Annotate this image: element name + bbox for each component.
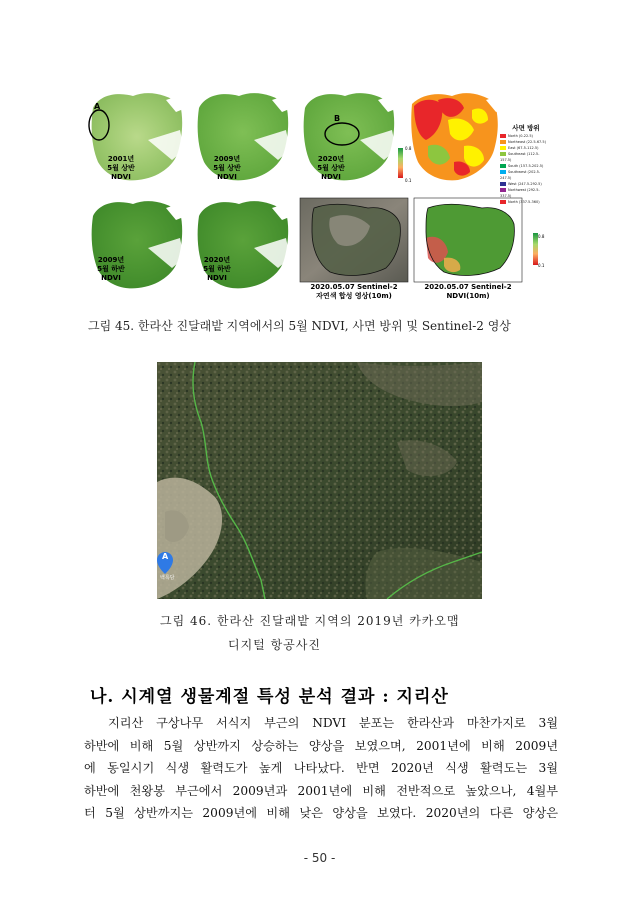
- aerial-marker-label: 백록담: [160, 575, 175, 581]
- aspect-legend-swatch: [500, 134, 506, 138]
- ndvi-scale2-min: 0.1: [538, 263, 545, 268]
- paragraph-line-1: 지리산 구상나무 서식지 부근의 NDVI 분포는 한라산과 마찬가지로 3월: [108, 716, 558, 730]
- aspect-legend-text: North (337.5-360): [508, 200, 540, 204]
- aerial-photo-graphic: [157, 362, 482, 599]
- panel-1-label: [96, 155, 146, 182]
- panel-1-line-2: 5월 상반: [107, 164, 135, 172]
- panel-2-label: [202, 155, 252, 182]
- panel-aspect-map: [411, 93, 506, 180]
- aspect-legend-swatch: [500, 170, 506, 174]
- panel-8-line-1: 2020.05.07 Sentinel-2: [424, 283, 512, 291]
- aspect-legend-swatch: [500, 146, 506, 150]
- aspect-legend-item: [500, 199, 550, 205]
- aspect-legend-item: [500, 151, 550, 163]
- marker-b-label: B: [334, 114, 341, 123]
- panel-2-line-3: NDVI: [217, 173, 237, 181]
- panel-3-line-3: NDVI: [321, 173, 341, 181]
- aspect-legend-text: South (157.5-202.5): [508, 164, 544, 168]
- panel-6-label: [192, 256, 242, 283]
- panel-7-line-1: 2020.05.07 Sentinel-2: [310, 283, 398, 291]
- aspect-legend-swatch: [500, 152, 506, 156]
- figure-45-graphic: [88, 88, 550, 300]
- paragraph-line-2: 하반에 비해 5월 상반까지 상승하는 양상을 보였으며, 2001년에 비해 2009년: [84, 738, 558, 753]
- panel-7-label: [300, 283, 408, 301]
- marker-a-label: A: [94, 102, 101, 111]
- figure-46-caption-line-1: 그림 46. 한라산 진달래밭 지역의 2019년 카카오맵: [160, 614, 460, 628]
- aspect-legend-swatch: [500, 182, 506, 186]
- panel-6-line-3: NDVI: [207, 274, 227, 282]
- aspect-legend-text: East (67.5-112.5): [508, 146, 539, 150]
- panel-1-line-3: NDVI: [111, 173, 131, 181]
- aspect-legend-text: West (247.5-292.5): [508, 182, 542, 186]
- panel-5-line-1: 2009년: [97, 256, 125, 264]
- figure-45-caption: 그림 45. 한라산 진달래밭 지역에서의 5월 NDVI, 사면 방위 및 Sentinel-2 영상: [88, 319, 511, 333]
- paragraph-line-5: 터 5월 상반까지는 2009년에 비해 낮은 양상을 보였다. 2020년의 다른 양상은: [84, 806, 558, 820]
- section-heading: 나. 시계열 생물계절 특성 분석 결과 : 지리산: [90, 687, 449, 707]
- panel-sentinel-ndvi: [414, 198, 522, 282]
- panel-6-line-1: 2020년: [203, 256, 231, 264]
- page-number: - 50 -: [303, 851, 336, 865]
- panel-2-line-1: 2009년: [213, 155, 241, 163]
- panel-3-line-2: 5월 상반: [317, 164, 345, 172]
- panel-7-line-2: 자연색 합성 영상(10m): [316, 292, 392, 300]
- panel-3-line-1: 2020년: [317, 155, 345, 163]
- aspect-legend-swatch: [500, 200, 506, 204]
- panel-5-label: [86, 256, 136, 283]
- panel-3-label: [306, 155, 356, 182]
- panel-1-line-1: 2001년: [107, 155, 135, 163]
- panel-5-line-3: NDVI: [101, 274, 121, 282]
- aspect-legend-swatch: [500, 188, 506, 192]
- aerial-marker-a: A: [162, 552, 169, 561]
- aspect-legend-text: Northeast (22.5-67.5): [508, 140, 546, 144]
- body-paragraph: [84, 712, 558, 825]
- panel-5-line-2: 5월 하반: [97, 265, 125, 273]
- ndvi-scale-min: 0.1: [405, 178, 412, 183]
- panel-2-line-2: 5월 상반: [213, 164, 241, 172]
- ndvi-scale-max: 0.8: [405, 146, 412, 151]
- aspect-legend-text: North (0-22.5): [508, 134, 533, 138]
- aspect-legend-swatch: [500, 140, 506, 144]
- ndvi-scale2-max: 0.8: [538, 234, 545, 239]
- aspect-legend-title: 사면 방위: [512, 124, 540, 132]
- aspect-legend-text: Southwest (202.5-247.5): [500, 170, 541, 180]
- panel-8-line-2: NDVI(10m): [446, 292, 490, 300]
- paragraph-line-3: 에 동일시기 식생 활력도가 높게 나타났다. 반면 2020년 식생 활력도는 3월: [84, 761, 558, 775]
- aspect-legend-text: Northwest (292.5-337.5): [500, 188, 540, 198]
- panel-sentinel-natural-color: [300, 198, 408, 282]
- aspect-legend-text: Southeast (112.5-157.5): [500, 152, 540, 162]
- panel-8-label: [414, 283, 522, 301]
- paragraph-line-4: 하반에 천왕봉 부근에서 2009년과 2001년에 비해 전반적으로 높았으나, 4월부: [84, 783, 558, 798]
- aspect-legend: [500, 133, 550, 205]
- figure-46-caption-line-2: 디지털 항공사진: [228, 638, 321, 652]
- aspect-legend-swatch: [500, 164, 506, 168]
- figure-45: [88, 88, 550, 300]
- aspect-legend-item: [500, 187, 550, 199]
- figure-46-aerial-photo: [157, 362, 482, 599]
- panel-6-line-2: 5월 하반: [203, 265, 231, 273]
- aspect-legend-item: [500, 169, 550, 181]
